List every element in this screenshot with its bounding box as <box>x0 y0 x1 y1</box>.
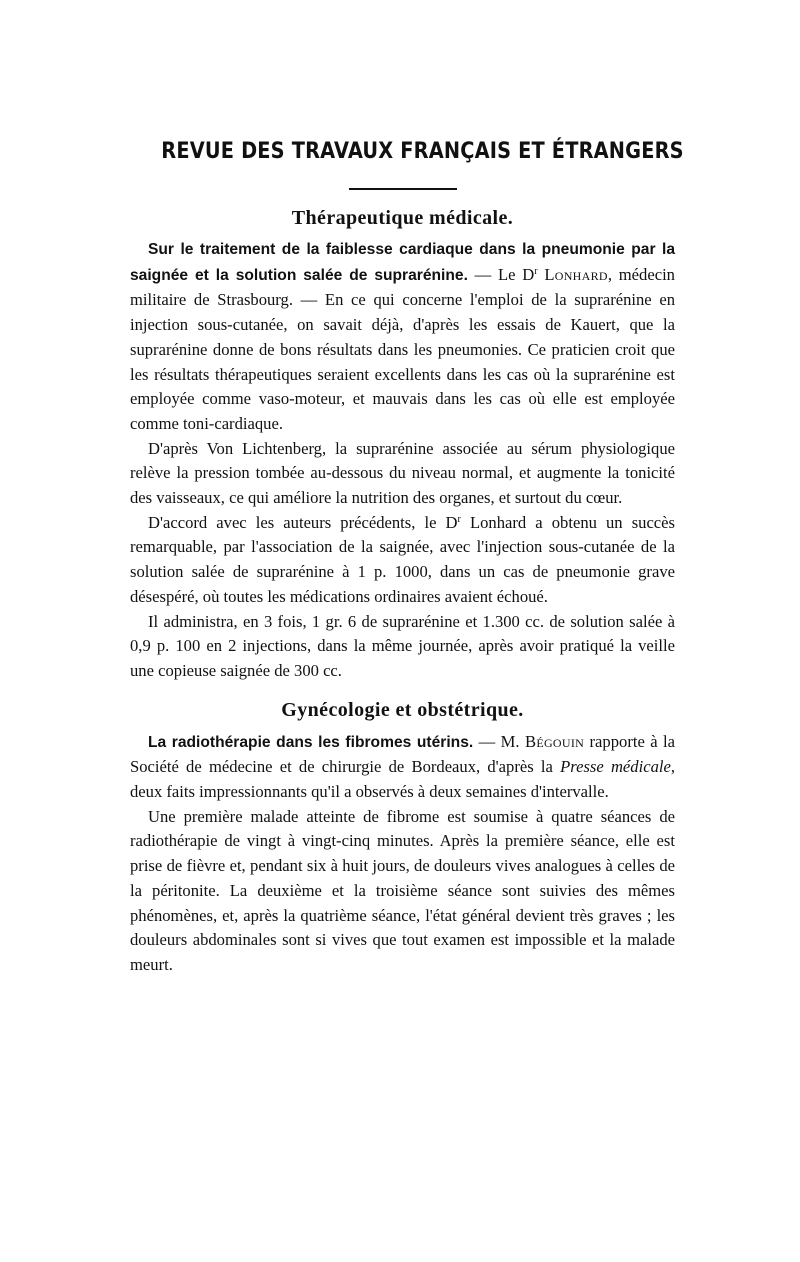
title-rule <box>349 188 457 190</box>
author-lonhard: Lonhard <box>544 264 608 284</box>
dr-superscript: r <box>457 513 461 525</box>
paragraph-premiere-malade: Une première malade atteinte de fibrome est soumise à quatre séances de radiothérapie de vingt à vingt-cinq minutes. Après la première séance, elle est prise de fièvre et, pendant six à huit jours, de douleurs vives analogues à celles de la péritonite. La deuxième et la troisième séance sont suivies des mêmes phénomènes, et, après la quatrième séance, l'état général devient très graves ; les douleurs abdominales sont si vives que tout examen est impossible et la malade meurt. <box>130 806 675 974</box>
paragraph-text-before: D'accord avec les auteurs précédents, le D <box>148 512 458 532</box>
dash-m: — M. <box>473 731 525 751</box>
article-title-radiotherapie: La radiothérapie dans les fibromes utérins. <box>148 733 474 751</box>
section-heading-therapeutique: Thérapeutique médicale. <box>291 207 514 229</box>
dr-superscript: r <box>534 265 538 277</box>
paragraph-accord <box>130 511 675 610</box>
paragraph-text: , médecin militaire de Strasbourg. — En ce qui concerne l'emploi de la suprarénine en injection sous-cutanée, on savait déjà, d'après les essais de Kauert, que la suprarénine donne de bons résultats dans les pneumonies. Ce praticien croit que les résultats thérapeutiques seraient excellents dans les cas où la suprarénine est employée comme vaso-moteur, et mauvais dans les cas où elle est employée comme toni-cardiaque. <box>130 264 675 433</box>
section-heading-gynecologie: Gynécologie et obstétrique. <box>281 698 524 721</box>
journal-title: Presse médicale <box>560 757 671 777</box>
paragraph-suprarenine-intro <box>130 237 675 437</box>
dash-dr: — Le D <box>467 264 535 284</box>
paragraph-administra: Il administra, en 3 fois, 1 gr. 6 de suprarénine et 1.300 cc. de solution salée à 0,9 p. 100 en 2 injections, dans la même journée, après avoir pratiqué la veille une copieuse saignée de 300 cc. <box>130 611 675 680</box>
paragraph-text-before-italic: rapporte à la Société de médecine et de chirurgie de Bordeaux, d'après la <box>130 731 675 777</box>
paragraph-text-after-italic: , deux faits impressionnants qu'il a observés à deux semaines d'intervalle. <box>130 757 676 802</box>
page <box>130 138 684 978</box>
paragraph-radiotherapie-intro <box>130 730 675 805</box>
author-begouin: Bégouin <box>524 731 585 751</box>
running-title: REVUE DES TRAVAUX FRANÇAIS ET ÉTRANGERS <box>161 138 684 164</box>
paragraph-lichtenberg: D'après Von Lichtenberg, la suprarénine associée au sérum physiologique relève la pression tombée au-dessous du niveau normal, et augmente la tonicité des vaisseaux, ce qui améliore la nutrition des organes, et surtout du cœur. <box>130 438 675 508</box>
paragraph-text-after: Lonhard a obtenu un succès remarquable, par l'association de la saignée, avec l'injection sous-cutanée de la solution salée de suprarénine à 1 p. 1000, dans un cas de pneumonie grave désespéré, où toutes les médications ordinaires avaient échoué. <box>130 512 675 606</box>
article-title-pneumonie: Sur le traitement de la faiblesse cardiaque dans la pneumonie par la saignée et la solution salée de suprarénine. <box>130 241 675 284</box>
